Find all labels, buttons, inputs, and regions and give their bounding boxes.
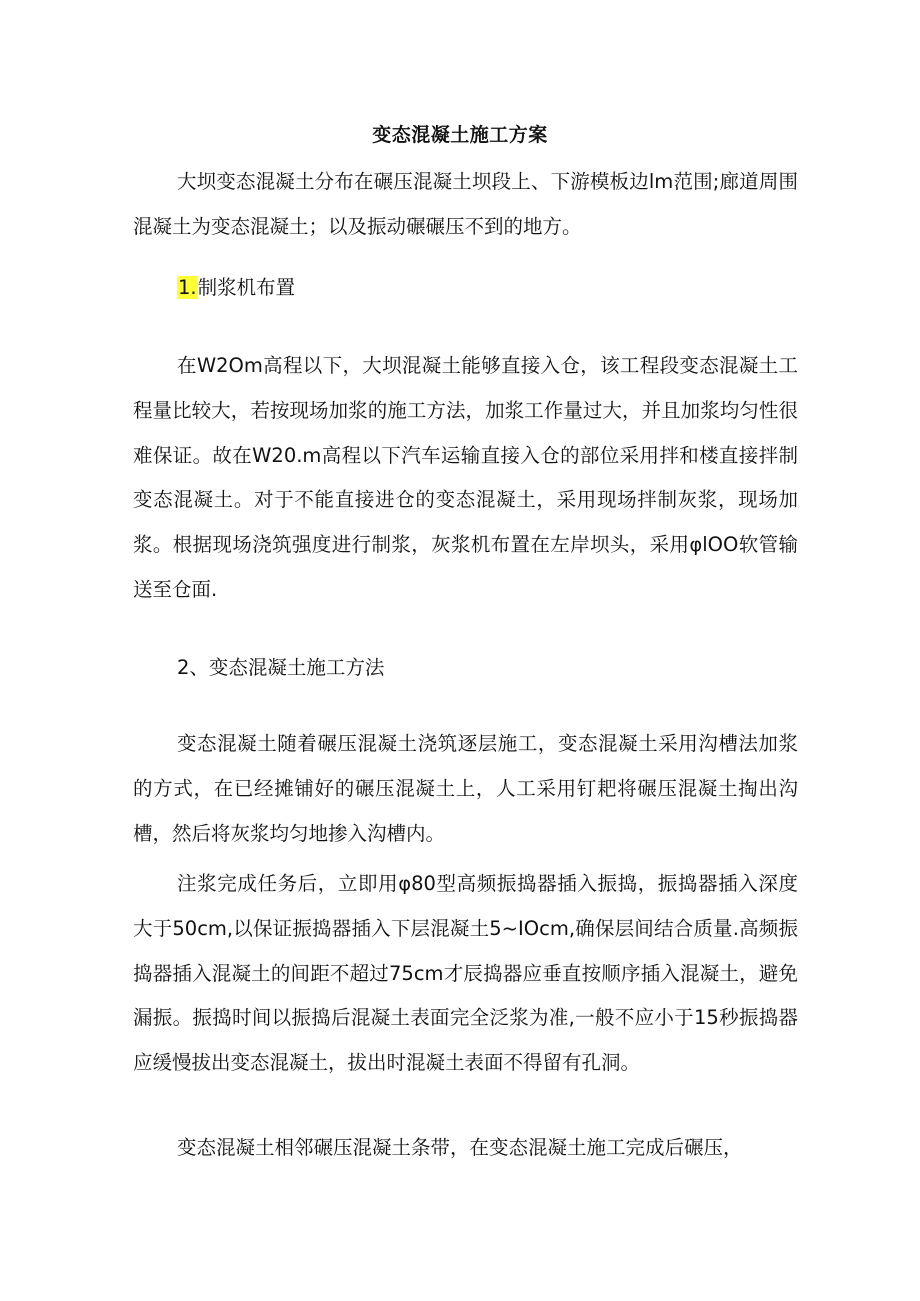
section-2-paragraph-1: 变态混凝土随着碾压混凝土浇筑逐层施工，变态混凝土采用沟槽法加浆的方式，在已经摊铺好的碾压混凝土上，人工采用钉耙将碾压混凝土掏出沟槽，然后将灰浆均匀地掺入沟槽内。 [133,732,798,845]
section-2-paragraph-2: 注浆完成任务后，立即用φ80型高频振捣器插入振捣，振捣器插入深度大于50cm,以保证振捣器插入下层混凝土5~IOcm,确保层间结合质量.高频振捣器插入混凝土的间距不超过75cm才辰捣器应垂直按顺序插入混凝土，避免漏振。振捣时间以振捣后混凝土表面完全泛浆为准,一般不应小于15秒振捣器应缓慢拔出变态混凝土，拔出时混凝土表面不得留有孔洞。 [133,872,798,1075]
section-2-heading: 2、变态混凝土施工方法 [177,656,385,679]
document-title: 变态混凝土施工方案 [372,124,548,146]
section-1-number-highlight: 1. [178,276,197,299]
section-1-title: 制浆机布置 [197,276,296,299]
section-2-paragraph-3: 变态混凝土相邻碾压混凝土条带，在变态混凝土施工完成后碾压， [177,1136,743,1159]
section-1-paragraph: 在W2Om高程以下，大坝混凝土能够直接入仓，该工程段变态混凝土工程量比较大，若按现场加浆的施工方法，加浆工作量过大，并且加浆均匀性很难保证。故在W20.m高程以下汽车运输直接入仓的部位采用拌和楼直接拌制变态混凝土。对于不能直接进仓的变态混凝土，采用现场拌制灰浆，现场加浆。根据现场浇筑强度进行制浆，灰浆机布置在左岸坝头，采用φlOO软管输送至仓面. [133,354,798,601]
intro-paragraph: 大坝变态混凝土分布在碾压混凝土坝段上、下游模板边lm范围;廊道周围混凝土为变态混凝土；以及振动碾碾压不到的地方。 [133,170,798,238]
section-1-heading [177,273,295,303]
